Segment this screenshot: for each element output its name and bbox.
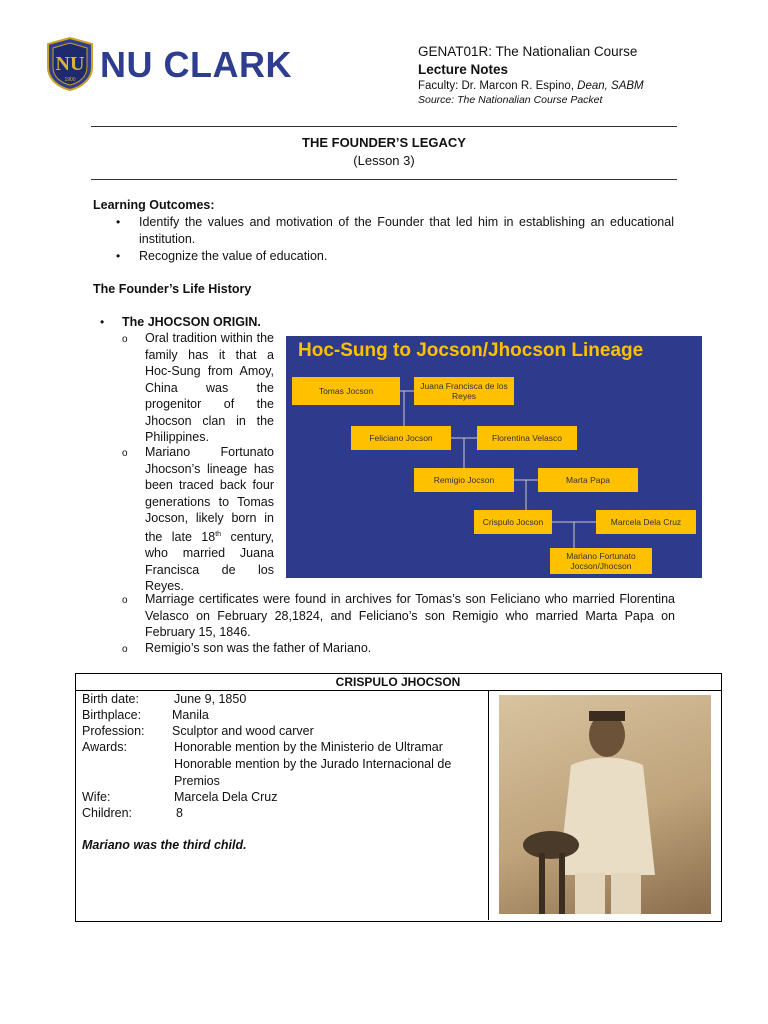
- circle-bullet-icon: o: [122, 644, 128, 655]
- lesson-number: (Lesson 3): [353, 153, 415, 168]
- lineage-node: Tomas Jocson: [292, 377, 400, 405]
- origin-point: Oral tradition within the family has it that a Hoc-Sung from Amoy, China was the progenitor of the Jhocson clan in the Philippines.: [145, 331, 274, 444]
- faculty-title: Dean, SABM: [577, 80, 644, 92]
- origin-point: Remigio’s son was the father of Mariano.: [145, 641, 372, 655]
- course-code: GENAT01R: The Nationalian Course: [418, 44, 638, 59]
- bullet-icon: •: [100, 315, 105, 329]
- bottom-rule: [91, 179, 677, 180]
- outcomes-heading: Learning Outcomes:: [93, 198, 215, 212]
- seal-year: 1900: [64, 77, 76, 83]
- top-rule: [91, 126, 677, 127]
- profile-label: Birth date:: [82, 692, 139, 706]
- lineage-text-b: century, who married Juana Francisca de los Reyes.: [145, 529, 274, 594]
- source-line: Source: The Nationalian Course Packet: [418, 94, 603, 106]
- lineage-connectors: [286, 336, 702, 578]
- profile-header-rule: [75, 690, 721, 691]
- lineage-node: Crispulo Jocson: [474, 510, 552, 534]
- circle-bullet-icon: o: [122, 334, 128, 345]
- seal-letters: NU: [55, 53, 85, 75]
- profile-value: 8: [176, 806, 183, 820]
- lineage-node: Florentina Velasco: [477, 426, 577, 450]
- profile-label: Birthplace:: [82, 708, 142, 722]
- profile-heading: CRISPULO JHOCSON: [335, 675, 461, 689]
- lineage-text-a: Mariano Fortunato Jhocson’s lineage has been traced back four generations to Tomas Jocson, likely born in the late 18: [145, 445, 274, 544]
- lineage-node: Marcela Dela Cruz: [596, 510, 696, 534]
- profile-value: Manila: [172, 708, 209, 722]
- circle-bullet-icon: o: [122, 448, 128, 459]
- logo-wordmark: NU CLARK: [100, 44, 292, 85]
- nu-seal-logo: [45, 37, 95, 91]
- bullet-icon: •: [116, 249, 121, 263]
- profile-value: Honorable mention by the Ministerio de Ultramar: [174, 740, 443, 754]
- profile-value: Marcela Dela Cruz: [174, 790, 278, 804]
- circle-bullet-icon: o: [122, 595, 128, 606]
- profile-note: Mariano was the third child.: [82, 838, 247, 852]
- profile-value: Sculptor and wood carver: [172, 724, 314, 738]
- profile-label: Children:: [82, 806, 133, 820]
- lineage-slide: [286, 336, 702, 578]
- outcome-item: Identify the values and motivation of the Founder that led him in establishing an educational institution.: [139, 215, 674, 246]
- origin-point: [145, 444, 274, 595]
- faculty-name: Faculty: Dr. Marcon R. Espino,: [418, 80, 578, 92]
- profile-label: Profession:: [82, 724, 145, 738]
- origin-point: Marriage certificates were found in archives for Tomas’s son Feliciano who married Florentina Velasco on February 28,1824, and Feliciano’s son Remigio who married Marta Papa on February 15, 1846.: [145, 592, 675, 639]
- bullet-icon: •: [116, 215, 121, 229]
- lineage-node: Mariano Fortunato Jocson/Jhocson: [550, 548, 652, 574]
- profile-label: Wife:: [82, 790, 111, 804]
- profile-column-rule: [488, 690, 489, 920]
- lineage-node: Marta Papa: [538, 468, 638, 492]
- outcome-item: Recognize the value of education.: [139, 249, 328, 263]
- lineage-node: Feliciano Jocson: [351, 426, 451, 450]
- profile-value: June 9, 1850: [174, 692, 247, 706]
- slide-title: Hoc-Sung to Jocson/Jhocson Lineage: [298, 340, 644, 361]
- lesson-title: THE FOUNDER’S LEGACY: [302, 135, 466, 150]
- lineage-node: Juana Francisca de los Reyes: [414, 377, 514, 405]
- life-history-heading: The Founder’s Life History: [93, 282, 252, 296]
- lineage-node: Remigio Jocson: [414, 468, 514, 492]
- crispulo-portrait-photo: [499, 695, 711, 914]
- doc-type: Lecture Notes: [418, 62, 509, 77]
- lineage-superscript: th: [215, 530, 222, 538]
- origin-bullet: The JHOCSON ORIGIN.: [122, 315, 261, 329]
- profile-value: Honorable mention by the Jurado Internacional de Premios: [174, 757, 452, 788]
- profile-label: Awards:: [82, 740, 127, 754]
